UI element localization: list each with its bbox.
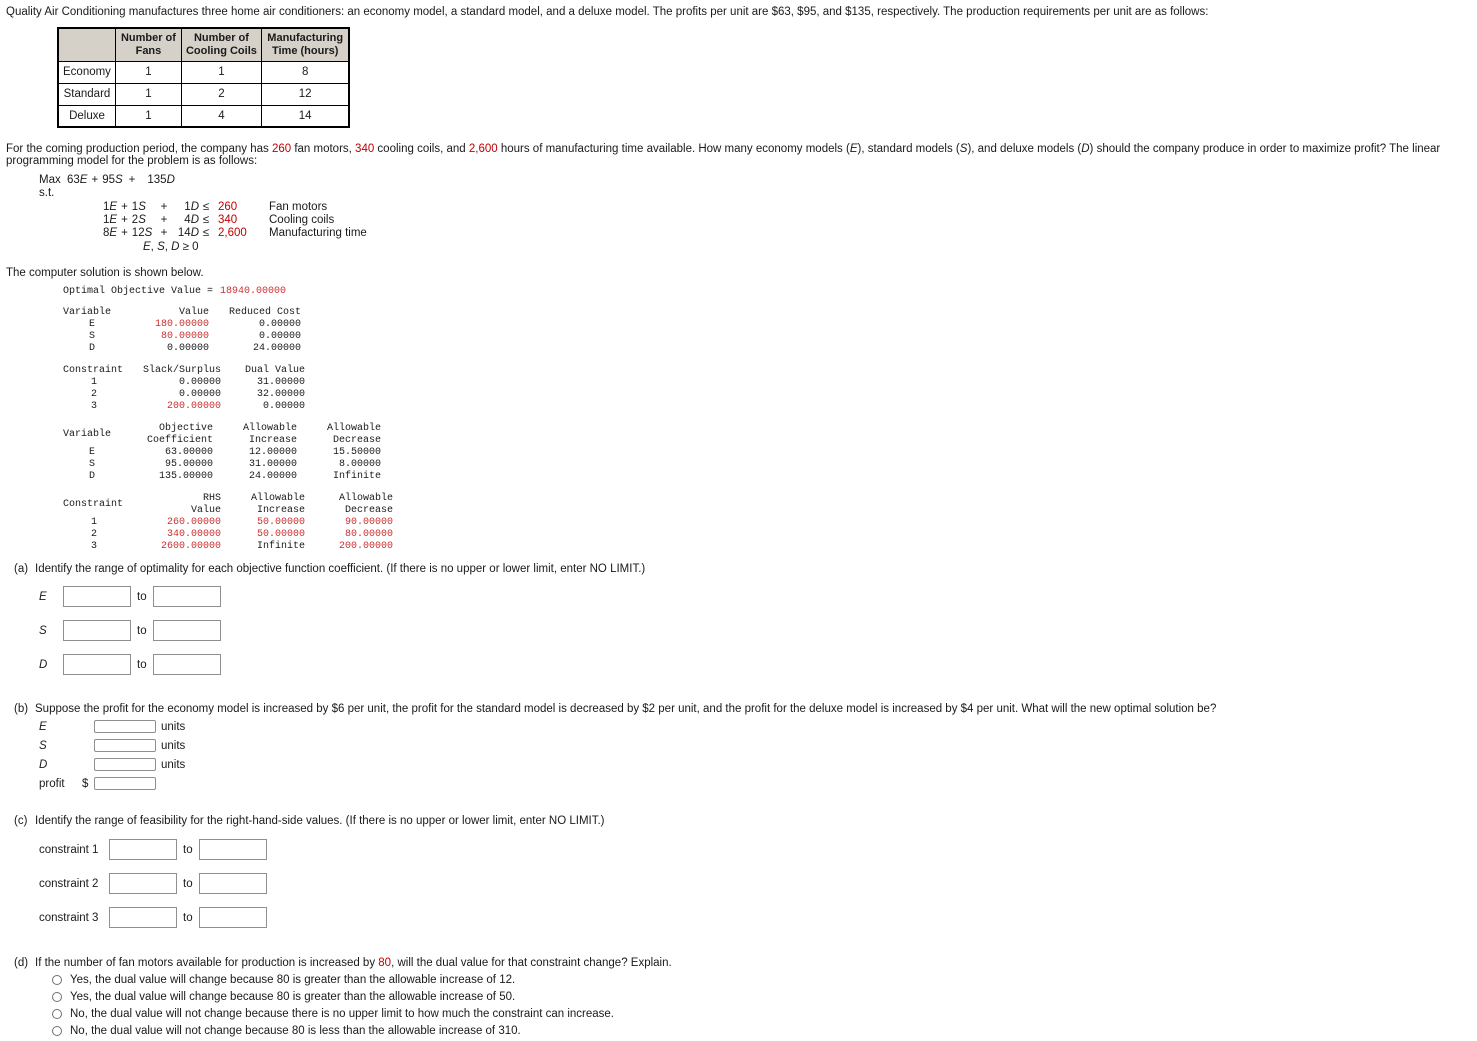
var-e: E — [79, 174, 88, 186]
objective-coefficient-ranges-table — [63, 423, 381, 483]
qd-option-1-text: Yes, the dual value will change because 80 is greater than the allowable increase of 12. — [70, 974, 516, 986]
var-s: S — [157, 241, 165, 253]
var-d: D — [190, 227, 199, 239]
qa-d-upper-input[interactable] — [153, 654, 221, 675]
qd-option-1[interactable] — [52, 974, 1471, 986]
coef: 8 — [103, 227, 110, 239]
header-row — [63, 493, 393, 505]
to-label: to — [137, 658, 147, 671]
question-a-label: (a) — [14, 563, 29, 575]
constraint-name: Cooling coils — [269, 214, 335, 226]
rhs-ranges-table — [63, 493, 393, 553]
standard-fans: 1 — [115, 83, 181, 105]
var-value: 0.00000 — [166, 343, 209, 354]
qc-constraint3-lower-input[interactable] — [109, 907, 177, 928]
header-increase: Increase — [248, 435, 297, 446]
max-label: Max — [39, 174, 61, 186]
qd-option-3-text: No, the dual value will not change because there is no upper limit to how much the constraint can increase. — [70, 1008, 615, 1020]
coef: 1 — [131, 201, 139, 213]
qb-profit-input[interactable] — [94, 777, 156, 790]
qd-option-3-radio[interactable] — [52, 1009, 62, 1019]
to-label: to — [137, 590, 147, 603]
separator: , — [150, 241, 158, 253]
variable-values-table — [63, 307, 301, 355]
dual-value: 31.00000 — [256, 377, 305, 388]
stem-text: , will the dual value for that constraint change? Explain. — [391, 957, 672, 969]
header-value: Value — [190, 505, 221, 516]
solution-row-s — [39, 738, 1471, 753]
coef: 1 — [184, 201, 191, 213]
coef: 95 — [102, 174, 115, 186]
header-allowable: Allowable — [338, 493, 393, 504]
units-label: units — [161, 758, 186, 771]
header-dual-value: Dual Value — [244, 365, 305, 376]
allowable-decrease: 200.00000 — [338, 541, 393, 552]
question-c-text: Identify the range of feasibility for the right-hand-side values. (If there is no upper or lower limit, enter NO LIMIT.) — [35, 815, 605, 827]
row-label-s: S — [39, 739, 47, 752]
slack-surplus: 0.00000 — [178, 389, 221, 400]
deluxe-time: 14 — [261, 105, 349, 127]
coef: 1 — [103, 214, 110, 226]
constraint-number: 2 — [90, 529, 97, 540]
increase-amount: 80 — [378, 957, 392, 969]
var-s: S — [114, 174, 123, 186]
row-label-economy: Economy — [58, 61, 115, 83]
allowable-decrease: 80.00000 — [344, 529, 393, 540]
table-corner-cell — [58, 28, 115, 61]
economy-coils: 1 — [181, 61, 261, 83]
header-variable: Variable — [63, 307, 112, 318]
dollar-sign: $ — [82, 777, 89, 790]
question-a-text: Identify the range of optimality for each objective function coefficient. (If there is no upper or lower limit, enter NO LIMIT.) — [35, 563, 646, 575]
question-d-label: (d) — [14, 957, 29, 969]
constraint-row-3 — [103, 227, 367, 240]
allowable-decrease: 90.00000 — [344, 517, 393, 528]
objective-coefficient: 95.00000 — [164, 459, 213, 470]
economy-fans: 1 — [115, 61, 181, 83]
var-e: E — [109, 214, 118, 226]
objective-function — [39, 174, 1471, 186]
var-d: D — [190, 214, 199, 226]
question-c — [14, 815, 1471, 928]
less-equal-sign: ≤ — [202, 201, 210, 213]
constraint-row-2 — [103, 214, 367, 227]
col-header-manufacturing-time: Manufacturing Time (hours) — [261, 28, 349, 61]
header-coefficient: Coefficient — [146, 435, 213, 446]
optimal-objective-value — [63, 286, 1471, 297]
question-d-text — [35, 957, 672, 969]
less-equal-sign: ≤ — [202, 214, 210, 226]
table-row — [63, 377, 305, 389]
production-requirements-table — [57, 27, 350, 128]
allowable-decrease: 8.00000 — [338, 459, 381, 470]
row-label-e: E — [39, 590, 47, 603]
objective-coefficient: 135.00000 — [158, 471, 213, 482]
problem-intro: Quality Air Conditioning manufactures three home air conditioners: an economy model, a standard model, and a deluxe model. The profits per unit are $63, $95, and $135, respectively. The production requirements per unit are as follows: — [6, 6, 1209, 18]
question-d — [14, 957, 1471, 1037]
table-row — [63, 401, 305, 413]
var-s: S — [959, 143, 968, 155]
profit-label: profit — [39, 777, 65, 790]
var-s: S — [138, 201, 146, 213]
question-b-label: (b) — [14, 703, 29, 715]
table-header-row — [58, 28, 349, 61]
standard-coils: 2 — [181, 83, 261, 105]
constraint-number: 1 — [90, 517, 97, 528]
question-text: ), standard models ( — [857, 143, 960, 155]
header-allowable: Allowable — [242, 423, 297, 434]
allowable-increase: Infinite — [256, 541, 305, 552]
solution-row-profit — [39, 776, 1471, 791]
constraint-number: 2 — [90, 389, 97, 400]
problem-question — [6, 143, 1471, 167]
constraint-values-table — [63, 365, 305, 413]
hours-available: 2,600 — [468, 143, 498, 155]
qb-d-input[interactable] — [94, 758, 156, 771]
to-label: to — [183, 911, 193, 924]
var-name: S — [88, 459, 95, 470]
qa-e-lower-input[interactable] — [63, 586, 131, 607]
units-label: units — [161, 739, 186, 752]
stem-text: If the number of fan motors available for production is increased by — [35, 957, 379, 969]
qb-s-input[interactable] — [94, 739, 156, 752]
var-e: E — [849, 143, 858, 155]
qb-e-input[interactable] — [94, 720, 156, 733]
allowable-decrease: Infinite — [332, 471, 381, 482]
plus-sign: + — [121, 214, 128, 226]
table-row — [63, 447, 381, 459]
plus-sign: + — [128, 174, 136, 186]
header-increase: Increase — [256, 505, 305, 516]
feasibility-row-1 — [39, 839, 1471, 860]
var-name: S — [88, 331, 95, 342]
cooling-coils-available: 340 — [355, 143, 375, 155]
var-e: E — [143, 241, 151, 253]
constraint-list — [103, 201, 367, 240]
header-variable: Variable — [63, 429, 112, 440]
qa-d-lower-input[interactable] — [63, 654, 131, 675]
var-name: E — [88, 319, 95, 330]
feasibility-row-2 — [39, 873, 1471, 894]
rhs-value: 2,600 — [218, 227, 247, 239]
question-text: fan motors, — [291, 143, 356, 155]
question-b-text: Suppose the profit for the economy model is increased by $6 per unit, the profit for the standard model is decreased by $2 per unit, and the profit for the deluxe model is increased by $4 per unit. What will the new optimal solution be? — [35, 703, 1217, 715]
plus-sign: + — [160, 214, 168, 226]
coef: 4 — [184, 214, 191, 226]
fan-motors-available: 260 — [271, 143, 292, 155]
header-decrease: Decrease — [344, 505, 393, 516]
reduced-cost: 24.00000 — [252, 343, 301, 354]
constraint-row-1 — [103, 201, 367, 214]
range-row-s — [39, 620, 1471, 641]
rhs-value: 260.00000 — [166, 517, 221, 528]
qc-constraint2-upper-input[interactable] — [199, 873, 267, 894]
table-row — [63, 459, 381, 471]
question-text: hours of manufacturing time available. How many economy models ( — [497, 143, 850, 155]
qd-option-2-radio[interactable] — [52, 992, 62, 1002]
feasibility-row-3 — [39, 907, 1471, 928]
qc-constraint3-upper-input[interactable] — [199, 907, 267, 928]
solution-row-d — [39, 757, 1471, 772]
allowable-decrease: 15.50000 — [332, 447, 381, 458]
table-row — [58, 83, 349, 105]
var-value: 80.00000 — [160, 331, 209, 342]
deluxe-coils: 4 — [181, 105, 261, 127]
subject-to-label: s.t. — [39, 187, 55, 199]
row-label-d: D — [39, 758, 48, 771]
allowable-increase: 50.00000 — [256, 529, 305, 540]
to-label: to — [183, 877, 193, 890]
header-row — [63, 307, 301, 319]
computer-solution-output — [63, 286, 1471, 553]
table-row — [63, 529, 393, 541]
lp-model — [39, 174, 1471, 253]
optimal-label: Optimal Objective Value = — [63, 286, 214, 297]
question-b — [14, 703, 1471, 791]
var-value: 180.00000 — [154, 319, 209, 330]
table-row — [63, 343, 301, 355]
header-rhs: RHS — [202, 493, 221, 504]
ge-zero: ≥ 0 — [179, 241, 199, 253]
allowable-increase: 24.00000 — [248, 471, 297, 482]
reduced-cost: 0.00000 — [258, 331, 301, 342]
row-label-constraint-1: constraint 1 — [39, 843, 99, 856]
table-row — [58, 61, 349, 83]
table-row — [63, 331, 301, 343]
header-slack-surplus: Slack/Surplus — [142, 365, 221, 376]
var-e: E — [109, 201, 118, 213]
question-text: cooling coils, and — [374, 143, 469, 155]
constraint-number: 3 — [90, 401, 97, 412]
col-header-cooling-coils: Number of Cooling Coils — [181, 28, 261, 61]
qc-constraint1-upper-input[interactable] — [199, 839, 267, 860]
header-constraint: Constraint — [63, 365, 124, 376]
header-row — [63, 365, 305, 377]
header-reduced-cost: Reduced Cost — [228, 307, 301, 318]
qd-option-2-text: Yes, the dual value will change because 80 is greater than the allowable increase of 50. — [70, 991, 516, 1003]
plus-sign: + — [91, 174, 99, 186]
row-label-d: D — [39, 658, 48, 671]
qa-e-upper-input[interactable] — [153, 586, 221, 607]
nonnegativity-constraint — [143, 241, 1471, 253]
solution-row-e — [39, 719, 1471, 734]
coef: 63 — [67, 174, 80, 186]
var-name: E — [88, 447, 95, 458]
allowable-increase: 31.00000 — [248, 459, 297, 470]
slack-surplus: 0.00000 — [178, 377, 221, 388]
slack-surplus: 200.00000 — [166, 401, 221, 412]
qd-option-2[interactable] — [52, 991, 1471, 1003]
qd-option-1-radio[interactable] — [52, 975, 62, 985]
dual-value: 32.00000 — [256, 389, 305, 400]
units-label: units — [161, 720, 186, 733]
table-row — [63, 541, 393, 553]
rhs-value: 340.00000 — [166, 529, 221, 540]
deluxe-fans: 1 — [115, 105, 181, 127]
table-row — [58, 105, 349, 127]
var-name: D — [88, 343, 95, 354]
row-label-constraint-3: constraint 3 — [39, 911, 99, 924]
qa-s-lower-input[interactable] — [63, 620, 131, 641]
range-row-e — [39, 586, 1471, 607]
constraint-number: 3 — [90, 541, 97, 552]
var-d: D — [166, 174, 175, 186]
header-objective: Objective — [158, 423, 213, 434]
qc-constraint2-lower-input[interactable] — [109, 873, 177, 894]
constraint-name: Fan motors — [269, 201, 328, 213]
economy-time: 8 — [261, 61, 349, 83]
qd-option-4[interactable] — [52, 1025, 1471, 1037]
coef: 12 — [131, 227, 145, 239]
coef: 14 — [177, 227, 191, 239]
table-row — [63, 471, 381, 483]
plus-sign: + — [121, 227, 128, 239]
plus-sign: + — [121, 201, 128, 213]
rhs-value: 340 — [218, 214, 238, 226]
header-allowable: Allowable — [250, 493, 305, 504]
header-row — [63, 423, 381, 435]
allowable-increase: 50.00000 — [256, 517, 305, 528]
var-s: S — [144, 227, 153, 239]
qd-option-4-text: No, the dual value will not change because 80 is less than the allowable increase of 310. — [70, 1025, 521, 1037]
optimal-value: 18940.00000 — [220, 286, 287, 297]
header-decrease: Decrease — [332, 435, 381, 446]
plus-sign: + — [160, 227, 168, 239]
question-text: ) should the company produce in order to maximize profit? The linear programming model for the problem is as follows: — [6, 143, 1441, 167]
table-row — [63, 389, 305, 401]
header-constraint: Constraint — [63, 499, 124, 510]
var-d: D — [1081, 143, 1090, 155]
rhs-value: 260 — [218, 201, 238, 213]
constraint-number: 1 — [90, 377, 97, 388]
coef: 135 — [147, 174, 167, 186]
header-value: Value — [178, 307, 209, 318]
plus-sign: + — [160, 201, 168, 213]
coef: 2 — [131, 214, 139, 226]
solution-intro: The computer solution is shown below. — [6, 267, 204, 279]
question-text: ), and deluxe models ( — [967, 143, 1082, 155]
question-c-label: (c) — [14, 815, 28, 827]
allowable-increase: 12.00000 — [248, 447, 297, 458]
question-a — [14, 563, 1471, 675]
row-label-deluxe: Deluxe — [58, 105, 115, 127]
reduced-cost: 0.00000 — [258, 319, 301, 330]
qc-constraint1-lower-input[interactable] — [109, 839, 177, 860]
objective-expression — [67, 174, 175, 186]
var-s: S — [138, 214, 146, 226]
row-label-e: E — [39, 720, 47, 733]
to-label: to — [183, 843, 193, 856]
less-equal-sign: ≤ — [202, 227, 210, 239]
to-label: to — [137, 624, 147, 637]
range-row-d — [39, 654, 1471, 675]
constraint-name: Manufacturing time — [269, 227, 367, 239]
qd-option-4-radio[interactable] — [52, 1026, 62, 1036]
qd-option-3[interactable] — [52, 1008, 1471, 1020]
table-row — [63, 319, 301, 331]
dual-value: 0.00000 — [262, 401, 305, 412]
question-text: For the coming production period, the company has — [6, 143, 272, 155]
standard-time: 12 — [261, 83, 349, 105]
qa-s-upper-input[interactable] — [153, 620, 221, 641]
var-d: D — [190, 201, 199, 213]
table-row — [63, 517, 393, 529]
var-name: D — [88, 471, 95, 482]
separator: , — [164, 241, 172, 253]
col-header-fans: Number of Fans — [115, 28, 181, 61]
var-d: D — [171, 241, 180, 253]
coef: 1 — [103, 201, 110, 213]
row-label-constraint-2: constraint 2 — [39, 877, 99, 890]
rhs-value: 2600.00000 — [160, 541, 221, 552]
header-allowable: Allowable — [326, 423, 381, 434]
row-label-s: S — [39, 624, 47, 637]
var-e: E — [109, 227, 118, 239]
row-label-standard: Standard — [58, 83, 115, 105]
objective-coefficient: 63.00000 — [164, 447, 213, 458]
